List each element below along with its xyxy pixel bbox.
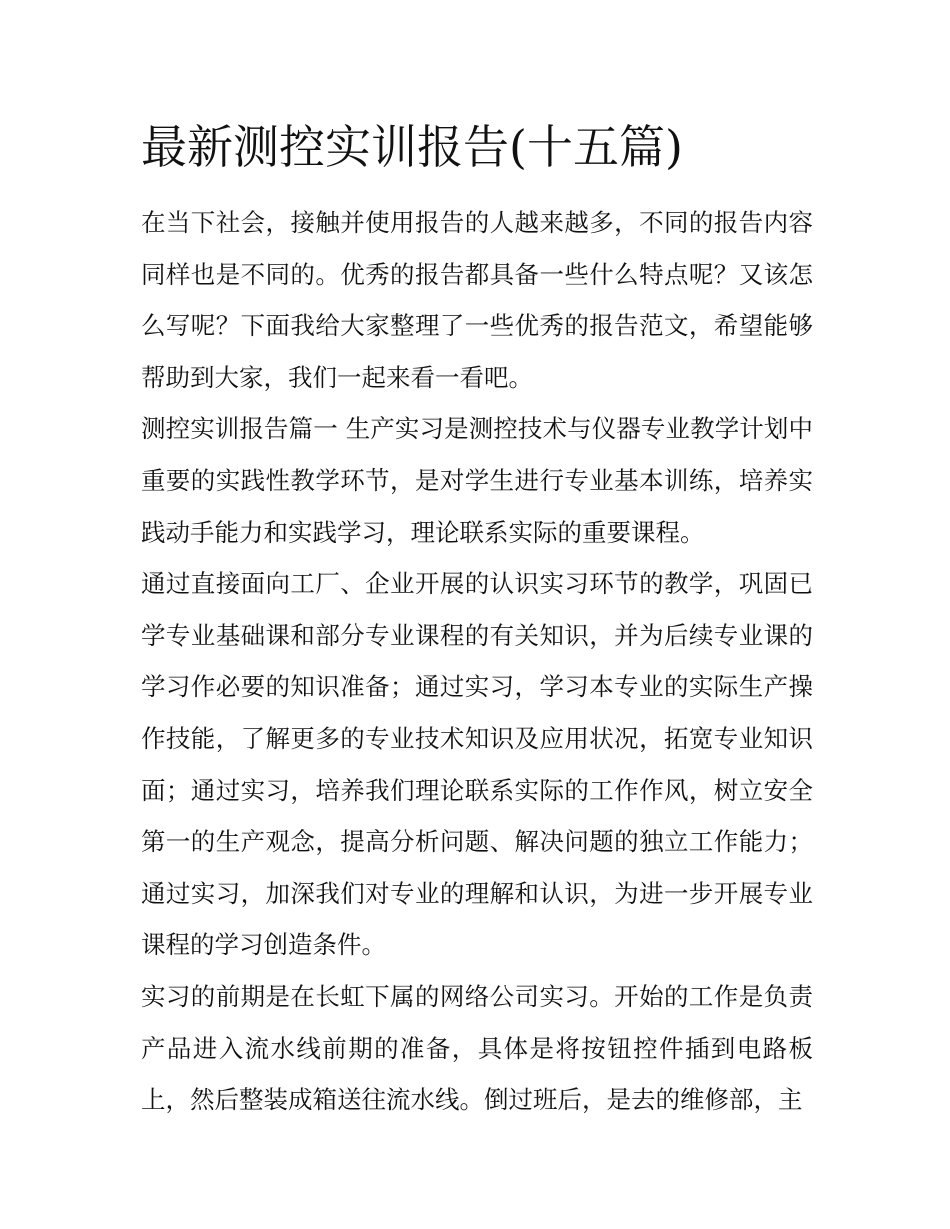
- document-body: [141, 197, 813, 1126]
- document-title: 最新测控实训报告(十五篇): [141, 120, 683, 174]
- paragraph-purpose: 通过直接面向工厂、企业开展的认识实习环节的教学，巩固已学专业基础课和部分专业课程的有关知识，并为后续专业课的学习作必要的知识准备；通过实习，学习本专业的实际生产操作技能，了解更多的专业技术知识及应用状况，拓宽专业知识面；通过实习，培养我们理论联系实际的工作作风，树立安全第一的生产观念，提高分析问题、解决问题的独立工作能力；通过实习，加深我们对专业的理解和认识，为进一步开展专业课程的学习创造条件。: [141, 569, 813, 960]
- paragraph-intro: 在当下社会，接触并使用报告的人越来越多，不同的报告内容同样也是不同的。优秀的报告都具备一些什么特点呢？又该怎么写呢？下面我给大家整理了一些优秀的报告范文，希望能够帮助到大家，我们一起来看一看吧。: [141, 208, 813, 392]
- paragraph-section-one: 测控实训报告篇一 生产实习是测控技术与仪器专业教学计划中重要的实践性教学环节，是对学生进行专业基本训练，培养实践动手能力和实践学习，理论联系实际的重要课程。: [141, 414, 813, 547]
- paragraph-internship: 实习的前期是在长虹下属的网络公司实习。开始的工作是负责产品进入流水线前期的准备，具体是将按钮控件插到电路板上，然后整装成箱送往流水线。倒过班后，是去的维修部，主: [141, 981, 813, 1115]
